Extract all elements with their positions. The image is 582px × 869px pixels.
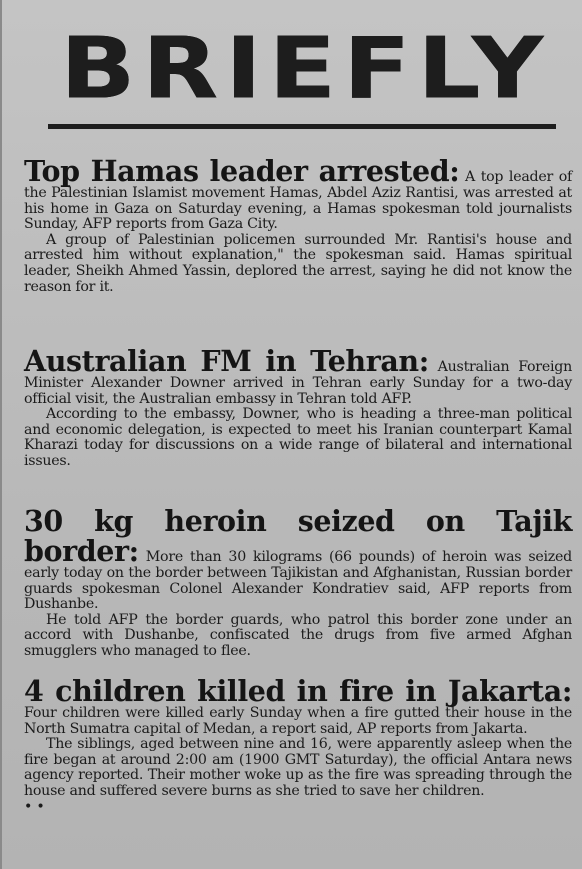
brief-paragraph (24, 676, 572, 737)
masthead-title: BRIEFLY (59, 19, 551, 118)
masthead (46, 20, 564, 118)
masthead-rule (48, 124, 556, 129)
news-brief (24, 506, 572, 660)
brief-paragraph (24, 156, 572, 233)
brief-headline: Australian FM in Tehran: (24, 344, 429, 378)
brief-paragraph (24, 346, 572, 407)
brief-lead: Four children were killed early Sunday when a fire gutted their house in the North Sumatra capital of Medan, a report said, AP reports from Jakarta. (24, 705, 572, 737)
brief-body: The siblings, aged between nine and 16, were apparently asleep when the fire began at around 2:00 am (1900 GMT Saturday), the official Antara news agency reported. Their mother woke up as the fire was spreading through the house and suffered severe burns as she tried to save her children. (24, 736, 572, 799)
news-brief (24, 346, 572, 470)
brief-lead: A top leader of the Palestinian Islamist movement Hamas, Abdel Aziz Rantisi, was arrested at his home in Gaza on Saturday evening, a Hamas spokesman told journalists Sunday, AFP reports from Gaza City. (24, 169, 573, 233)
brief-body: He told AFP the border guards, who patrol this border zone under an accord with Dushanbe, confiscated the drugs from five armed Afghan smugglers who managed to flee. (24, 611, 572, 659)
brief-body: According to the embassy, Downer, who is heading a three-man political and economic delegation, is expected to meet his Iranian counterpart Kamal Kharazi today for discussions on a wide range of bilateral and international issues. (24, 406, 572, 469)
brief-headline: 30 kg heroin seized on Tajik border: (24, 504, 572, 568)
brief-headline: Top Hamas leader arrested: (24, 154, 460, 188)
brief-lead: Australian Foreign Minister Alexander Downer arrived in Tehran early Sunday for a two-day official visit, the Australian embassy in Tehran told AFP. (24, 359, 572, 407)
news-brief (24, 156, 572, 295)
brief-lead: More than 30 kilograms (66 pounds) of heroin was seized early today on the border between Tajikistan and Afghanistan, Russian border guards spokesman Colonel Alexander Kondratiev said, AFP reports from Dushanbe. (24, 549, 572, 613)
brief-headline: 4 children killed in fire in Jakarta: (24, 674, 572, 708)
brief-paragraph (24, 506, 572, 613)
news-brief (24, 676, 572, 815)
brief-body: A group of Palestinian policemen surrounded Mr. Rantisi's house and arrested him without explanation," the spokesman said. Hamas spiritual leader, Sheikh Ahmed Yassin, deplored the arrest, saying he did not know the reason for it. (24, 231, 572, 295)
end-mark: • • (24, 798, 45, 815)
